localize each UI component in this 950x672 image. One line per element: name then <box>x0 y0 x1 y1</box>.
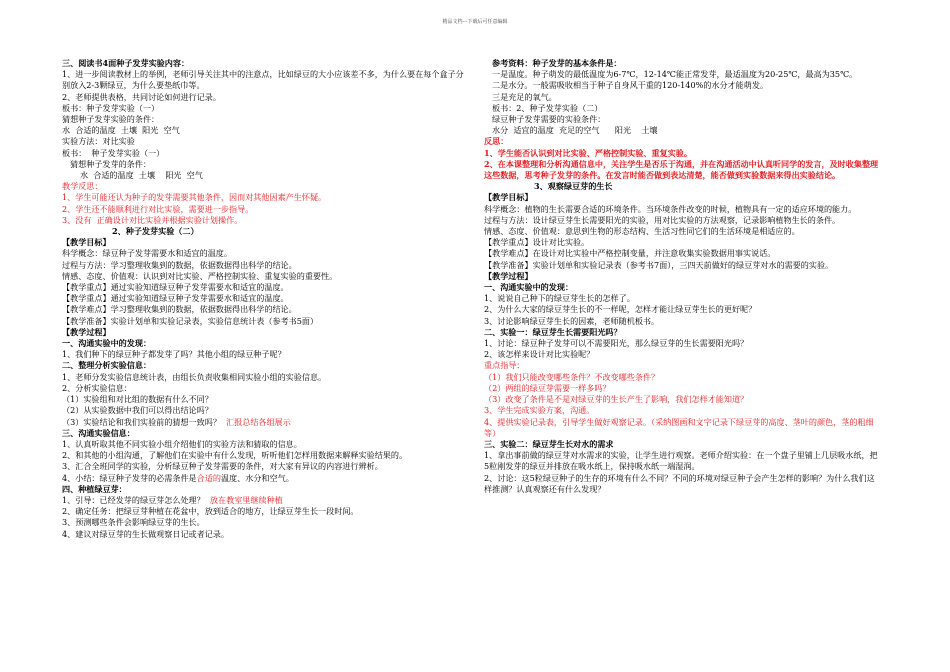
paragraph-text: 2、确定任务：把绿豆芽种植在花盆中，放到适合的地方，让绿豆芽生长一段时间。 <box>62 506 359 517</box>
paragraph-text: 1、认真听取其他不同实验小组介绍他们的实验方法和猜取的信息。 <box>62 438 302 449</box>
left-paragraph <box>62 204 467 215</box>
right-paragraph <box>484 327 879 338</box>
left-paragraph <box>62 495 467 506</box>
left-paragraph <box>62 517 467 528</box>
right-paragraph <box>484 405 879 416</box>
paragraph-text: 【教学目标】 <box>484 192 533 203</box>
paragraph-text: 1、引导：已经发芽的绿豆芽怎么处理？ <box>62 494 205 505</box>
paragraph-text: 板书：2、种子发芽实验（二） <box>492 102 603 113</box>
right-paragraph <box>484 80 879 91</box>
paragraph-text: 3、汇合全班同学的实验，分析绿豆种子发芽需要的条件，对大家有异议的内容进行辨析。 <box>62 461 383 472</box>
paragraph-text: 2、该怎样来设计对比实验呢？ <box>484 349 595 360</box>
left-paragraph <box>62 529 467 540</box>
left-paragraph <box>62 316 467 327</box>
right-paragraph <box>484 316 879 327</box>
left-paragraph <box>62 338 467 349</box>
paragraph-text: 二、实验一：绿豆芽生长需要阳光吗？ <box>484 326 622 337</box>
paragraph-text: 情感、态度、价值观：认识到对比实验、严格控制实验、重复实验的重要性。 <box>62 270 338 281</box>
left-paragraph <box>62 69 467 91</box>
paragraph-text: 一、沟通实验中的发现： <box>62 338 152 349</box>
paragraph-text: 科学概念：植物的生长需要合适的环境条件。当环境条件改变的时候，植物具有一定的适应环境的能力。 <box>484 203 857 214</box>
paragraph-text: 水分 适宜的温度 充足的空气 阳光 土壤 <box>492 125 658 136</box>
paragraph-text: 过程与方法：学习整理收集到的数据，依据数据得出科学的结论。 <box>62 259 297 270</box>
paragraph-text: 【教学过程】 <box>62 326 111 337</box>
left-paragraph <box>62 125 467 136</box>
paragraph-text: 水 合适的温度 土壤 阳光 空气 <box>80 170 203 181</box>
paragraph-text: 板书： 种子发芽实验（一） <box>62 147 165 158</box>
left-paragraph <box>62 226 467 237</box>
left-paragraph <box>62 159 467 170</box>
paragraph-text: 【教学难点】学习整理收集到的数据，依据数据得出科学的结论。 <box>62 304 297 315</box>
left-paragraph <box>62 170 467 181</box>
left-paragraph <box>62 439 467 450</box>
paragraph-text: 3、观察绿豆芽的生长 <box>534 181 613 192</box>
paragraph-text: 2、和其他的小组沟通，了解他们在实验中有什么发现，听听他们怎样用数据来解释实验结果的。 <box>62 450 408 461</box>
right-paragraph <box>484 204 879 215</box>
left-paragraph <box>62 103 467 114</box>
paragraph-text: 3、学生完成实验方案，沟通。 <box>484 405 595 416</box>
right-paragraph <box>484 159 879 181</box>
paragraph-text: 【教学重点】通过实验知道绿豆种子发芽需要水和适宜的温度。 <box>62 282 289 293</box>
paragraph-text: （1）实验组和对比组的数据有什么不同？ <box>62 394 213 405</box>
paragraph-text: （2）从实验数据中我们可以得出结论吗？ <box>62 405 213 416</box>
left-paragraph <box>62 394 467 405</box>
paragraph-text: 过程与方法：设计绿豆芽生长需要阳光的实验，用对比实验的方法观察，记录影响植物生长的条件。 <box>484 214 841 225</box>
paragraph-text: 猜想种子发芽的条件： <box>70 158 151 169</box>
left-paragraph <box>62 58 467 69</box>
paragraph-text: 1、老师分发实验信息统计表，由组长负责收集相同实验小组的实验信息。 <box>62 371 327 382</box>
right-paragraph <box>484 260 879 271</box>
right-paragraph <box>484 237 879 248</box>
paragraph-text: 1、学生可能还认为种子的发芽需要其他条件，因而对其他因素产生怀疑。 <box>62 192 327 203</box>
right-paragraph <box>484 148 879 159</box>
paragraph-text: 2、老师提供表格，共同讨论如何进行记录。 <box>62 91 221 102</box>
left-paragraph <box>62 181 467 192</box>
left-paragraph <box>62 271 467 282</box>
highlighted-text: 合适的 <box>196 472 221 483</box>
paragraph-text: 三、沟通实验信息： <box>62 427 135 438</box>
left-paragraph <box>62 215 467 226</box>
right-paragraph <box>484 69 879 80</box>
paragraph-text: 2、讨论：这5粒绿豆种子的生存的环境有什么不同？不同的环境对绿豆种子会产生怎样的影响？为什么我们这样推测？认真观察还有什么发现？ <box>484 472 875 494</box>
paragraph-text: 2、学生还不能顺利进行对比实验，需要进一步指导。 <box>62 203 254 214</box>
right-paragraph <box>484 136 879 147</box>
left-paragraph <box>62 192 467 203</box>
paragraph-text-tail: 温度、水分和空气。 <box>220 472 294 483</box>
paragraph-text: 【教学准备】实验计划单和实验记录表，实验信息统计表（参考书5面） <box>62 315 319 326</box>
paragraph-text: （3）改变了条件是不是对绿豆芽的生长产生了影响，我们怎样才能知道？ <box>484 394 749 405</box>
paragraph-text: 3、讨论影响绿豆芽生长的因素，老师随机板书。 <box>484 315 660 326</box>
right-paragraph <box>484 383 879 394</box>
paragraph-text: 1、我们种下的绿豆种子都发芽了吗？其他小组的绿豆种子呢？ <box>62 349 286 360</box>
right-paragraph <box>484 360 879 371</box>
right-paragraph <box>484 338 879 349</box>
paragraph-text: 1、拿出事前做的绿豆芽对水需求的实验，让学生进行观察。老师介绍实验：在一个盘子里铺上几层吸水纸，把5粒刚发芽的绿豆并排放在吸水纸上，保持吸水纸一端湿润。 <box>484 450 878 472</box>
right-paragraph <box>484 439 879 450</box>
left-paragraph <box>62 282 467 293</box>
paragraph-text: 猜想种子发芽实验的条件： <box>62 114 160 125</box>
left-paragraph <box>62 484 467 495</box>
paragraph-text: 【教学目标】 <box>62 237 111 248</box>
paragraph-text: 实验方法：对比实验 <box>62 136 135 147</box>
right-paragraph <box>484 248 879 259</box>
paragraph-text: 【教学准备】实验计划单和实验记录表（参考书7面），三四天前做好的绿豆芽对水的需要的实验。 <box>484 259 834 270</box>
left-paragraph <box>62 405 467 416</box>
left-paragraph <box>62 417 467 428</box>
left-paragraph <box>62 260 467 271</box>
paragraph-text: 科学概念：绿豆种子发芽需要水和适宜的温度。 <box>62 248 232 259</box>
left-paragraph <box>62 473 467 484</box>
right-paragraph <box>484 215 879 226</box>
left-paragraph <box>62 237 467 248</box>
paragraph-text: 2、种子发芽实验（二） <box>112 226 199 237</box>
paragraph-text: 2、分析实验信息： <box>62 382 132 393</box>
right-paragraph <box>484 349 879 360</box>
right-paragraph <box>484 282 879 293</box>
highlighted-text: 放在教室里继续种植 <box>209 494 283 505</box>
right-paragraph <box>484 372 879 383</box>
right-paragraph <box>484 271 879 282</box>
left-paragraph <box>62 293 467 304</box>
right-paragraph <box>484 125 879 136</box>
paragraph-text: 1、学生能否认识到对比实验、严格控制实验、重复实验。 <box>484 147 692 158</box>
paragraph-text: 1、说说自己种下的绿豆芽生长的怎样了。 <box>484 293 635 304</box>
paragraph-text: 一、沟通实验中的发现： <box>484 282 574 293</box>
paragraph-text: 4、建议对绿豆芽的生长做观察日记或者记录。 <box>62 528 230 539</box>
right-paragraph <box>484 58 879 69</box>
paragraph-text: （3）实验结论和我们实验前的猜想一致吗？ <box>62 416 221 427</box>
paragraph-text: 情感、态度、价值观：意思到生物的形态结构、生活习性同它们的生活环境是相适应的。 <box>484 226 800 237</box>
paragraph-text: 1、进一步阅读教材上的举例，老师引导关注其中的注意点，比如绿豆的大小应该差不多，为什么要在每个盒子分别放入2-3颗绿豆，为什么要垫纸巾等。 <box>62 69 464 91</box>
left-paragraph <box>62 372 467 383</box>
paragraph-text: 三、阅读书4面种子发芽实验内容： <box>62 58 190 68</box>
left-paragraph <box>62 461 467 472</box>
paragraph-text: 【教学过程】 <box>484 270 533 281</box>
paragraph-text: （1）我们只能改变哪些条件？不改变哪些条件？ <box>484 371 660 382</box>
paragraph-text: 二、整理分析实验信息： <box>62 360 152 371</box>
paragraph-text: 教学反思： <box>62 181 103 192</box>
paragraph-text: 重点指导： <box>484 360 525 371</box>
left-paragraph <box>62 148 467 159</box>
paragraph-text: 【教学重点】设计对比实验。 <box>484 237 590 248</box>
right-paragraph <box>484 192 879 203</box>
paragraph-text: 1、讨论：绿豆种子发芽可以不需要阳光，那么绿豆芽的生长需要阳光吗？ <box>484 338 749 349</box>
paragraph-text: 2、为什么大家的绿豆芽生长的不一样呢，怎样才能让绿豆芽生长的更好呢？ <box>484 304 757 315</box>
right-paragraph <box>484 394 879 405</box>
paragraph-text: 一是温度。种子萌发的最低温度为6-7℃，12-14℃能正常发芽，最适温度为20-25℃，最高为35℃。 <box>492 69 858 80</box>
paragraph-text: 2、在本课整理和分析沟通信息中，关注学生是否乐于沟通，并在沟通活动中认真听同学的发言，及时收集整理这些数据，思考种子发芽的条件。在发言时能否做到表达清楚，能否做到实验数据来得出实验结论。 <box>484 158 879 181</box>
paragraph-text: 水 合适的温度 土壤 阳光 空气 <box>62 125 180 136</box>
left-paragraph <box>62 114 467 125</box>
left-paragraph <box>62 304 467 315</box>
paragraph-text: 三、实验二：绿豆芽生长对水的需求 <box>484 438 614 449</box>
right-paragraph <box>484 226 879 237</box>
right-paragraph <box>484 473 879 495</box>
left-paragraph <box>62 383 467 394</box>
paragraph-text: 4、小结：绿豆种子发芽的必需条件是 <box>62 472 197 483</box>
paragraph-text: 【教学难点】在设计对比实验中严格控制变量，并注意收集实验数据用事实说话。 <box>484 248 776 259</box>
paragraph-text: 二是水分。一般需吸收相当于种子自身风干重的120-140%的水分才能萌发。 <box>492 80 769 91</box>
page-header: 精品文档---下载后可任意编辑 <box>442 19 508 25</box>
paragraph-text: 绿豆种子发芽需要的实验条件： <box>492 114 606 125</box>
left-paragraph <box>62 327 467 338</box>
left-paragraph <box>62 349 467 360</box>
paragraph-text: 三是充足的氧气。 <box>492 91 557 102</box>
left-paragraph <box>62 360 467 371</box>
paragraph-text: 【教学重点】通过实验知道绿豆种子发芽需要水和适宜的温度。 <box>62 293 289 304</box>
paragraph-text: 3、预测哪些条件会影响绿豆芽的生长。 <box>62 517 205 528</box>
left-paragraph <box>62 248 467 259</box>
left-paragraph <box>62 450 467 461</box>
paragraph-text: 3、没有 正确设计对比实验并根据实验计划操作。 <box>62 214 243 225</box>
right-paragraph <box>484 114 879 125</box>
highlighted-text: 汇报总结各组展示 <box>226 416 291 427</box>
right-paragraph <box>484 450 879 472</box>
paragraph-text: 4、提供实验记录表，引导学生做好观察记录。（采纳图画和文字记录下绿豆芽的高度、茎叶的颜色，茎的粗细等） <box>484 416 874 438</box>
paragraph-text: 参考资料：种子发芽的基本条件是： <box>492 58 622 68</box>
right-column <box>484 58 879 495</box>
left-paragraph <box>62 428 467 439</box>
left-paragraph <box>62 506 467 517</box>
left-paragraph <box>62 136 467 147</box>
right-paragraph <box>484 417 879 439</box>
left-paragraph <box>62 92 467 103</box>
paragraph-text: 四、种植绿豆芽： <box>62 483 127 494</box>
right-paragraph <box>484 103 879 114</box>
paragraph-text: 板书：种子发芽实验（一） <box>62 102 160 113</box>
paragraph-text: 反思： <box>484 136 509 147</box>
left-column <box>62 58 467 540</box>
right-paragraph <box>484 181 879 192</box>
right-paragraph <box>484 304 879 315</box>
right-paragraph <box>484 293 879 304</box>
paragraph-text: （2）两组的绿豆芽需要一样多吗？ <box>484 382 611 393</box>
right-paragraph <box>484 92 879 103</box>
